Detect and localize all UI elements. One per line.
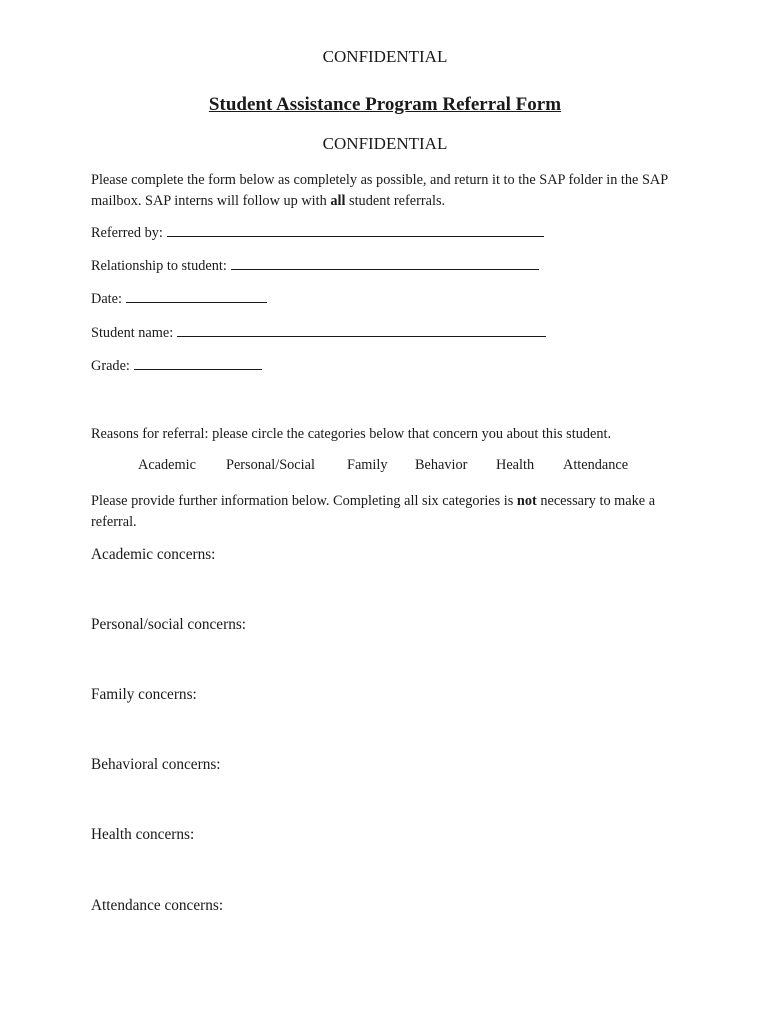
academic-concerns-label: Academic concerns: — [91, 546, 216, 563]
referred-by-label: Referred by: — [91, 225, 163, 241]
referred-by-field — [91, 224, 544, 242]
category-personal-social[interactable]: Personal/Social — [226, 457, 315, 473]
category-behavior[interactable]: Behavior — [415, 457, 468, 473]
confidential-header: CONFIDENTIAL — [322, 47, 448, 66]
further-text-start: Please provide further information below. Completing all six categories is — [91, 493, 517, 509]
intro-emphasis: all — [330, 193, 346, 209]
category-attendance[interactable]: Attendance — [563, 457, 629, 473]
date-field — [91, 290, 267, 308]
further-emphasis: not — [516, 493, 537, 509]
form-title: Student Assistance Program Referral Form — [208, 94, 562, 115]
health-concerns-label: Health concerns: — [91, 826, 195, 843]
family-concerns-label: Family concerns: — [91, 686, 197, 703]
category-academic[interactable]: Academic — [138, 457, 196, 473]
student-name-label: Student name: — [91, 325, 174, 341]
attendance-concerns-label: Attendance concerns: — [91, 897, 224, 914]
date-label: Date: — [91, 291, 122, 307]
category-family[interactable]: Family — [347, 457, 388, 473]
relationship-field — [91, 257, 539, 275]
intro-text-end: student referrals. — [345, 193, 446, 209]
grade-field — [91, 357, 262, 375]
intro-paragraph — [91, 170, 691, 212]
grade-line[interactable] — [134, 357, 262, 370]
further-info-paragraph — [91, 491, 691, 533]
behavioral-concerns-label: Behavioral concerns: — [91, 756, 221, 773]
confidential-subheader: CONFIDENTIAL — [322, 134, 448, 153]
grade-label: Grade: — [91, 358, 130, 374]
category-health[interactable]: Health — [496, 457, 535, 473]
personal-social-concerns-label: Personal/social concerns: — [91, 616, 247, 633]
student-name-line[interactable] — [177, 324, 546, 337]
referred-by-line[interactable] — [167, 224, 544, 237]
relationship-line[interactable] — [231, 257, 539, 270]
relationship-label: Relationship to student: — [91, 258, 227, 274]
student-name-field — [91, 324, 546, 342]
date-line[interactable] — [126, 290, 267, 303]
intro-text-start: Please complete the form below as completely as possible, and return it to the SAP folder in the SAP mailbox. SAP interns will follow up with — [91, 172, 668, 209]
reasons-prompt: Reasons for referral: please circle the categories below that concern you about this student. — [91, 426, 612, 442]
further-text-end: necessary to make a referral. — [91, 493, 656, 530]
